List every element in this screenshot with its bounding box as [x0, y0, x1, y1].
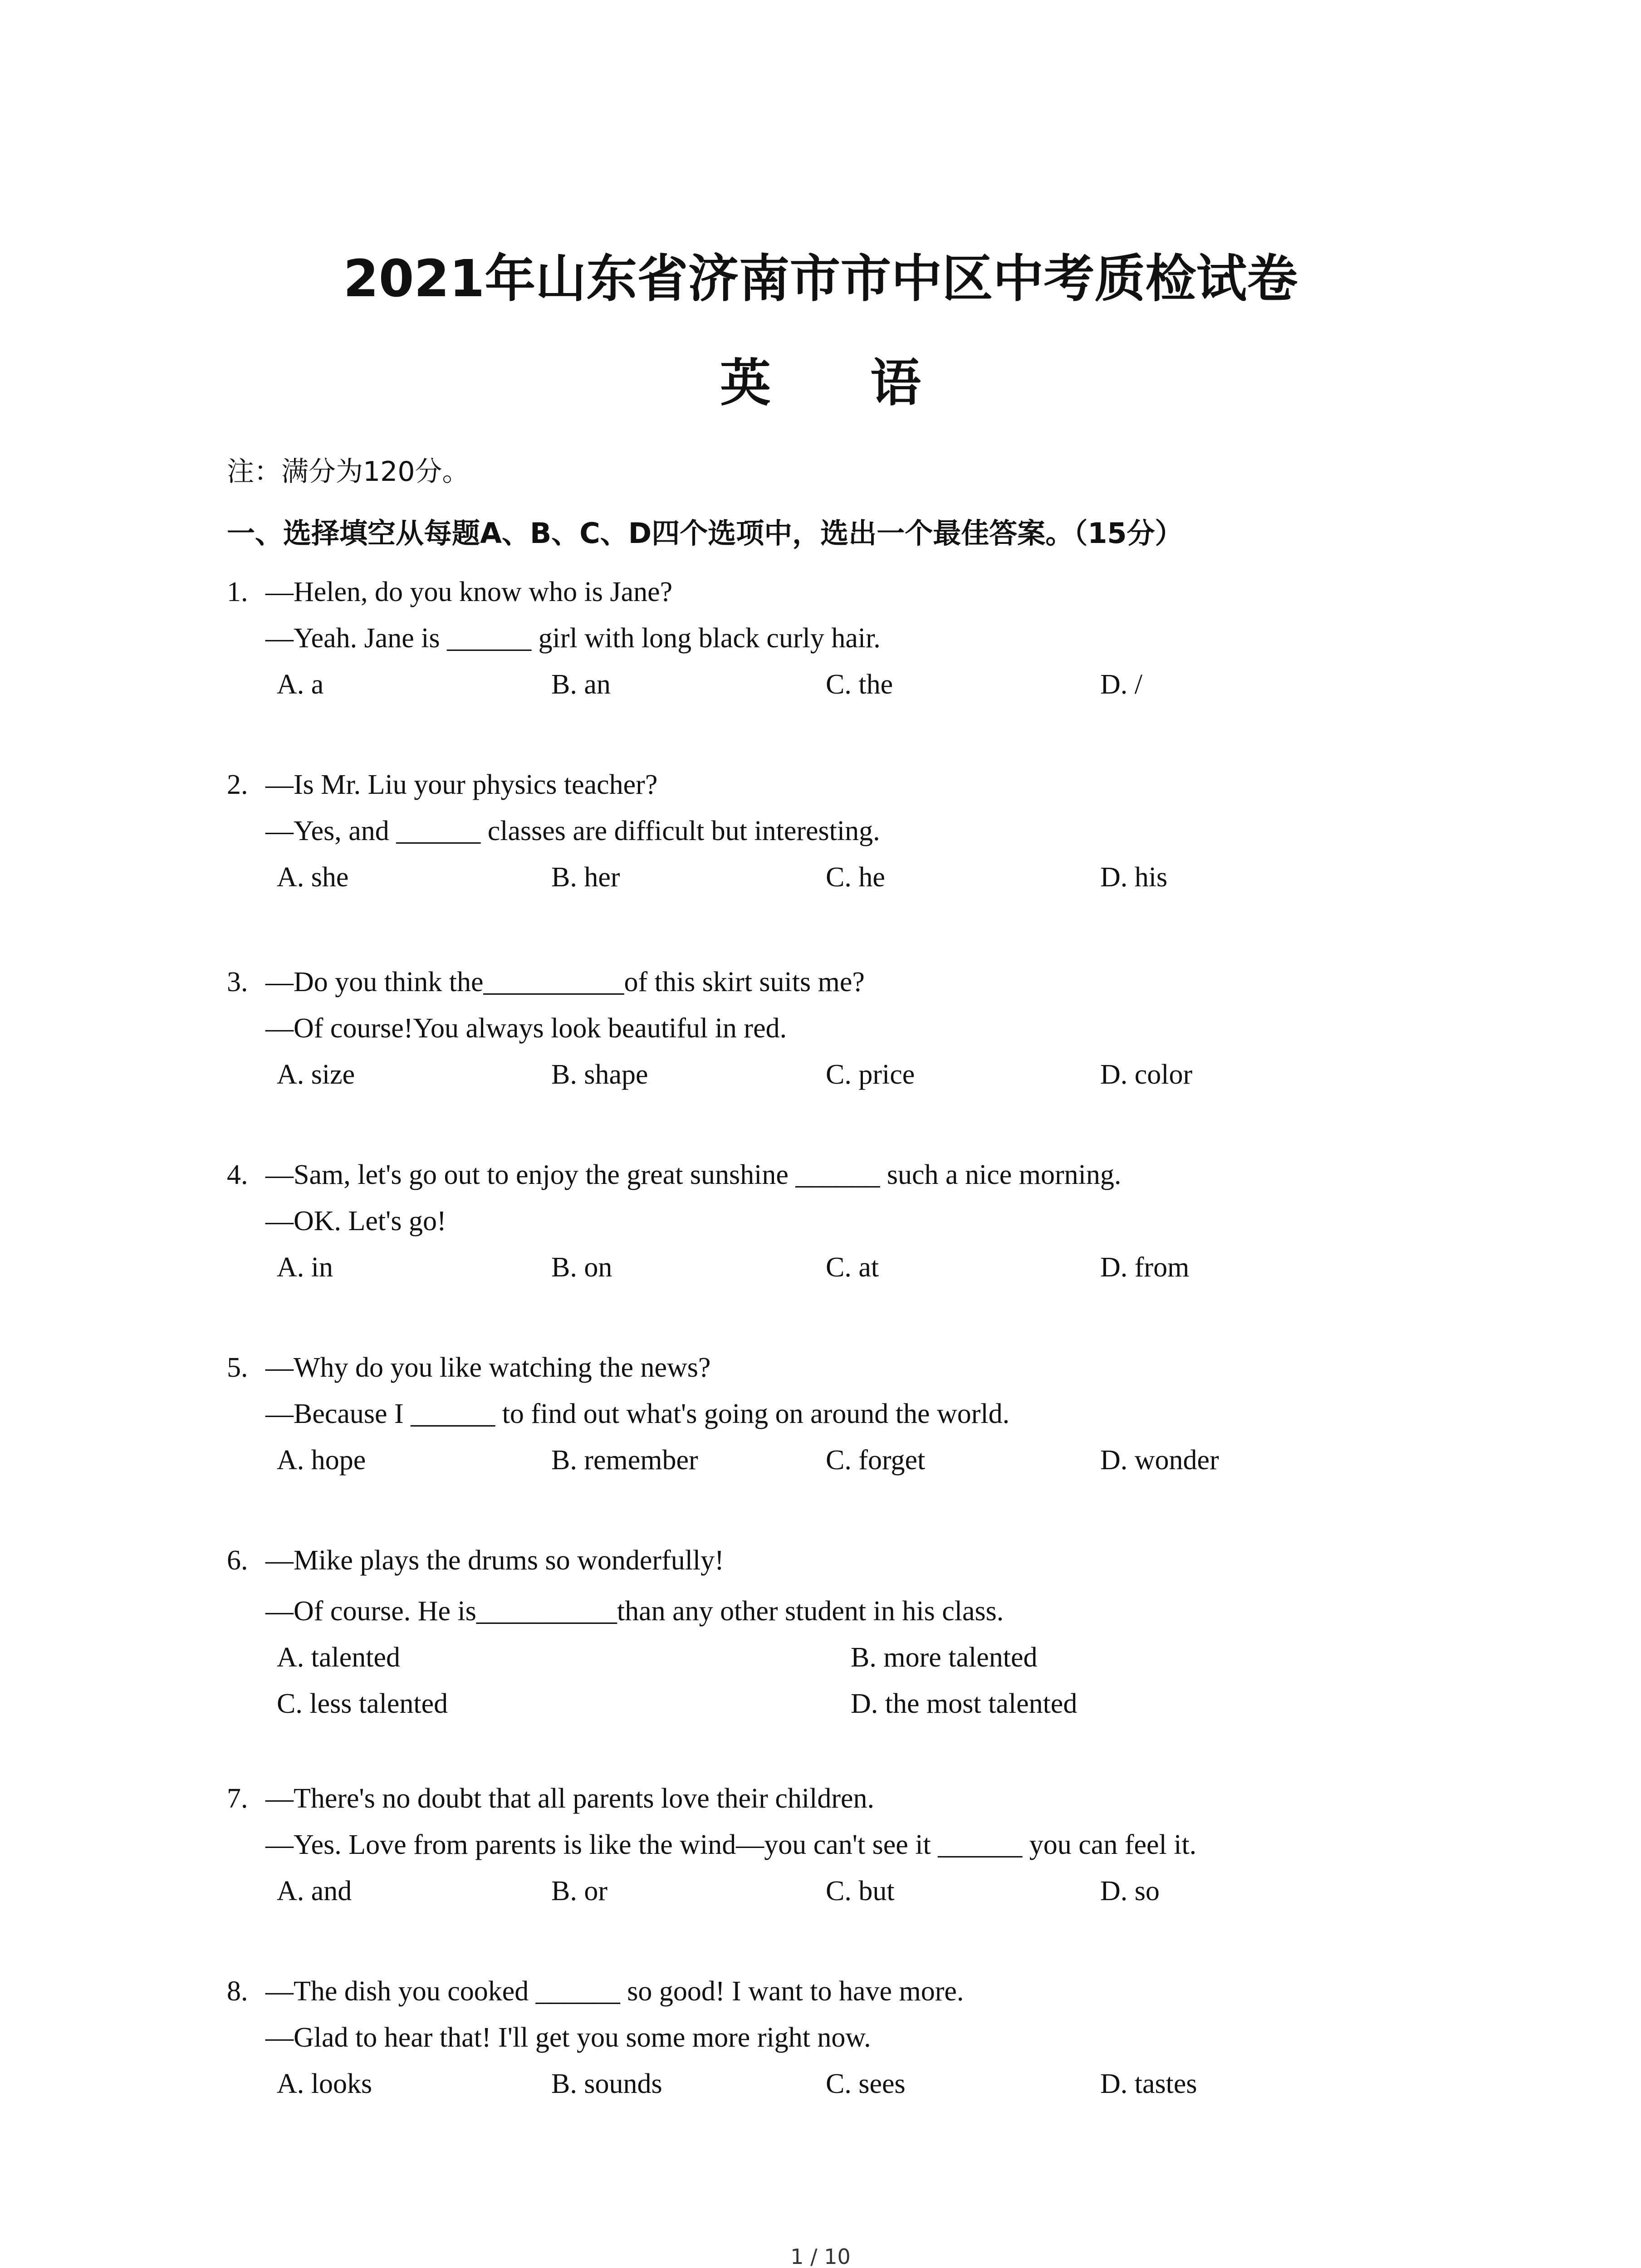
question-line: —Why do you like watching the news?: [265, 1352, 711, 1383]
question-number: 6.: [227, 1545, 248, 1576]
option-d: D. from: [1100, 1252, 1190, 1283]
exam-title: 2021年山东省济南市市中区中考质检试卷: [343, 249, 1298, 308]
answer-line: —Glad to hear that! I'll get you some more right now.: [265, 2022, 871, 2053]
answer-line: —Yes. Love from parents is like the wind—you can't see it ______ you can feel it.: [265, 1829, 1197, 1860]
option-d: D. his: [1100, 862, 1168, 893]
question-number: 5.: [227, 1352, 248, 1383]
option-a: A. talented: [277, 1642, 401, 1673]
page-number: 1 / 10: [790, 2244, 851, 2268]
question-line: —The dish you cooked ______ so good! I want to have more.: [265, 1976, 964, 2007]
option-a: A. and: [277, 1876, 352, 1906]
question-line: —There's no doubt that all parents love their children.: [265, 1783, 875, 1814]
subject-title: 英 语: [720, 354, 962, 413]
question-number: 2.: [227, 769, 248, 800]
option-b: B. shape: [551, 1059, 648, 1090]
option-c: C. price: [826, 1059, 915, 1090]
question-number: 3.: [227, 967, 248, 997]
option-c: C. sees: [826, 2068, 906, 2099]
answer-line: —Of course. He is__________than any other student in his class.: [265, 1596, 1004, 1627]
option-d: D. tastes: [1100, 2068, 1197, 2099]
option-a: A. size: [277, 1059, 355, 1090]
option-c: C. less talented: [277, 1688, 448, 1719]
question-number: 1.: [227, 577, 248, 607]
option-a: A. in: [277, 1252, 333, 1283]
section-heading: 一、选择填空从每题A、B、C、D四个选项中，选出一个最佳答案。（15分）: [227, 517, 1183, 550]
option-c: C. but: [826, 1876, 895, 1906]
option-b: B. remember: [551, 1445, 698, 1476]
option-c: C. forget: [826, 1445, 926, 1476]
option-d: D. /: [1100, 669, 1142, 700]
option-b: B. sounds: [551, 2068, 662, 2099]
option-a: A. looks: [277, 2068, 372, 2099]
option-c: C. he: [826, 862, 885, 893]
question-line: —Do you think the__________of this skirt suits me?: [265, 967, 865, 997]
option-b: B. or: [551, 1876, 607, 1906]
option-b: B. more talented: [851, 1642, 1038, 1673]
answer-line: —Of course!You always look beautiful in red.: [265, 1013, 787, 1044]
question-line: —Is Mr. Liu your physics teacher?: [265, 769, 658, 800]
option-d: D. so: [1100, 1876, 1160, 1906]
score-note: 注：满分为120分。: [227, 456, 470, 488]
option-c: C. at: [826, 1252, 879, 1283]
answer-line: —Yeah. Jane is ______ girl with long black curly hair.: [265, 623, 881, 654]
option-a: A. a: [277, 669, 324, 700]
question-line: —Sam, let's go out to enjoy the great sunshine ______ such a nice morning.: [265, 1159, 1122, 1190]
question-number: 7.: [227, 1783, 248, 1814]
option-d: D. color: [1100, 1059, 1193, 1090]
question-number: 8.: [227, 1976, 248, 2007]
question-number: 4.: [227, 1159, 248, 1190]
option-a: A. she: [277, 862, 349, 893]
answer-line: —Because I ______ to find out what's going on around the world.: [265, 1398, 1010, 1429]
option-d: D. wonder: [1100, 1445, 1219, 1476]
question-line: —Helen, do you know who is Jane?: [265, 577, 673, 607]
option-b: B. her: [551, 862, 620, 893]
option-c: C. the: [826, 669, 893, 700]
option-b: B. an: [551, 669, 611, 700]
option-d: D. the most talented: [851, 1688, 1078, 1719]
option-b: B. on: [551, 1252, 612, 1283]
answer-line: —OK. Let's go!: [265, 1206, 446, 1237]
answer-line: —Yes, and ______ classes are difficult but interesting.: [265, 816, 880, 846]
option-a: A. hope: [277, 1445, 366, 1476]
question-line: —Mike plays the drums so wonderfully!: [265, 1545, 724, 1576]
